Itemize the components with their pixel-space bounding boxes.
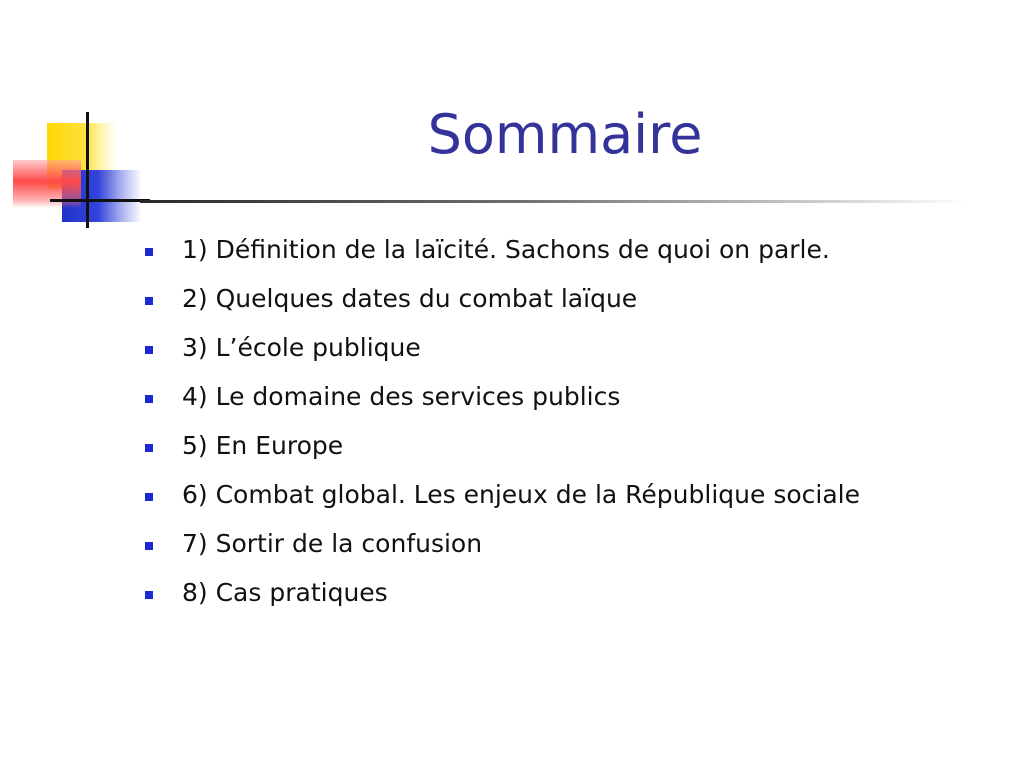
bullet-icon [145, 346, 153, 354]
list-item [140, 575, 990, 610]
bullet-icon [145, 542, 153, 550]
list-item-text: 5) En Europe [182, 431, 344, 460]
list-item-text: 1) Définition de la laïcité. Sachons de quoi on parle. [182, 235, 830, 264]
summary-list [140, 232, 990, 624]
list-item-text: 3) L’école publique [182, 333, 421, 362]
title-underline [140, 200, 970, 203]
list-item [140, 428, 990, 463]
bullet-icon [145, 493, 153, 501]
list-item [140, 477, 990, 512]
bullet-icon [145, 297, 153, 305]
bullet-icon [145, 248, 153, 256]
slide-title: Sommaire [427, 103, 703, 166]
list-item-text: 8) Cas pratiques [182, 578, 388, 607]
list-item-text: 6) Combat global. Les enjeux de la République sociale [182, 480, 860, 509]
bullet-icon [145, 444, 153, 452]
list-item-text: 7) Sortir de la confusion [182, 529, 483, 558]
bullet-icon [145, 591, 153, 599]
list-item [140, 281, 990, 316]
list-item [140, 526, 990, 561]
list-item [140, 379, 990, 414]
logo-horizontal-line [50, 199, 150, 202]
list-item [140, 330, 990, 365]
list-item-text: 4) Le domaine des services publics [182, 382, 621, 411]
bullet-icon [145, 395, 153, 403]
list-item [140, 232, 990, 267]
list-item-text: 2) Quelques dates du combat laïque [182, 284, 638, 313]
